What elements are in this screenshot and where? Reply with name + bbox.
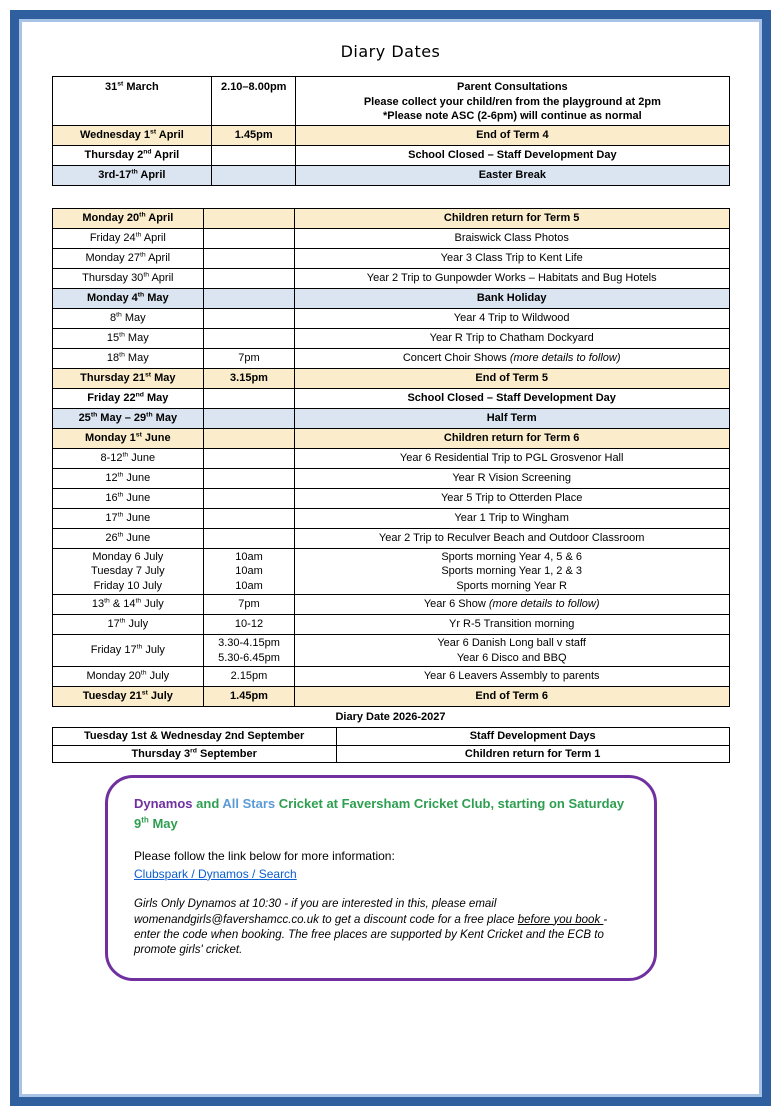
date-cell: Thursday 2nd April [52, 145, 212, 165]
date-cell: Wednesday 1st April [52, 125, 212, 145]
date-cell: Monday 20th July [52, 667, 204, 687]
time-cell [204, 208, 295, 228]
date-cell: Thursday 21st May [52, 368, 204, 388]
time-cell: 7pm [204, 595, 295, 615]
date-cell: Tuesday 1st & Wednesday 2nd September [52, 728, 336, 746]
desc-cell: Children return for Term 1 [336, 745, 729, 763]
desc-cell: End of Term 5 [294, 368, 729, 388]
date-cell: Monday 1st June [52, 428, 204, 448]
date-cell: Monday 4th May [52, 288, 204, 308]
page-content-area [19, 19, 762, 1097]
cricket-info-text: Please follow the link below for more information: [134, 849, 395, 864]
time-cell: 3.15pm [204, 368, 295, 388]
desc-cell: Year R Trip to Chatham Dockyard [294, 328, 729, 348]
time-cell [204, 408, 295, 428]
date-cell: 12th June [52, 468, 204, 488]
table-row [52, 408, 729, 428]
date-cell: Friday 24th April [52, 228, 204, 248]
desc-cell: School Closed – Staff Development Day [294, 388, 729, 408]
desc-cell: Year 4 Trip to Wildwood [294, 308, 729, 328]
desc-cell: End of Term 4 [296, 125, 729, 145]
table-row [52, 348, 729, 368]
table-row [52, 165, 729, 185]
time-cell: 1.45pm [204, 687, 295, 707]
date-cell: 8-12th June [52, 448, 204, 468]
date-cell: Monday 20th April [52, 208, 204, 228]
cricket-heading-dynamos: Dynamos [134, 796, 193, 812]
table-row [52, 308, 729, 328]
date-cell: 16th June [52, 488, 204, 508]
table-row [52, 615, 729, 635]
date-cell: 13th & 14th July [52, 595, 204, 615]
cricket-info-box [105, 775, 657, 981]
table-row [52, 728, 729, 746]
desc-cell: Year 3 Class Trip to Kent Life [294, 248, 729, 268]
time-cell [204, 328, 295, 348]
time-cell [204, 228, 295, 248]
table-row [52, 428, 729, 448]
dates-2026-2027-table-body [52, 728, 729, 763]
time-cell: 1.45pm [212, 125, 296, 145]
date-cell: 8th May [52, 308, 204, 328]
desc-cell: Year 2 Trip to Gunpowder Works – Habitats and Bug Hotels [294, 268, 729, 288]
desc-cell: Concert Choir Shows (more details to follow) [294, 348, 729, 368]
time-cell: 10am 10am 10am [204, 548, 295, 595]
desc-cell: School Closed – Staff Development Day [296, 145, 729, 165]
table-row [52, 145, 729, 165]
desc-cell: Year 6 Show (more details to follow) [294, 595, 729, 615]
table-row [52, 208, 729, 228]
table-row [52, 388, 729, 408]
date-cell: Friday 22nd May [52, 388, 204, 408]
time-cell [204, 528, 295, 548]
desc-cell: Parent Consultations Please collect your child/ren from the playground at 2pm *Please note ASC (2-6pm) will continue as normal [296, 77, 729, 126]
time-cell: 3.30-4.15pm 5.30-6.45pm [204, 635, 295, 667]
term5-6-dates-table-body [52, 208, 729, 707]
desc-cell: End of Term 6 [294, 687, 729, 707]
time-cell [204, 508, 295, 528]
table-row [52, 228, 729, 248]
time-cell: 7pm [204, 348, 295, 368]
desc-cell: Braiswick Class Photos [294, 228, 729, 248]
table-row [52, 77, 729, 126]
clubspark-link[interactable]: Clubspark / Dynamos / Search [134, 866, 297, 881]
table-row [52, 667, 729, 687]
table-row [52, 595, 729, 615]
date-cell: 26th June [52, 528, 204, 548]
cricket-heading-rest: Cricket at Faversham Cricket Club, starting on Saturday 9th May [134, 796, 625, 831]
date-cell: Monday 6 July Tuesday 7 July Friday 10 July [52, 548, 204, 595]
table-row [52, 488, 729, 508]
table-row [52, 635, 729, 667]
table-row [52, 745, 729, 763]
table-row [52, 268, 729, 288]
term4-dates-table [52, 76, 730, 186]
time-cell [212, 145, 296, 165]
date-cell: Friday 17th July [52, 635, 204, 667]
girls-dynamos-paragraph: Girls Only Dynamos at 10:30 - if you are interested in this, please email womenandgirls@favershamcc.co.uk to get a discount code for a free place before you book - enter the code when booking. The free places are supported by Kent Cricket and the ECB to promote girls' cricket. [134, 898, 608, 956]
date-cell: Tuesday 21st July [52, 687, 204, 707]
diary-2026-2027-title: Diary Date 2026-2027 [335, 711, 446, 724]
time-cell [204, 268, 295, 288]
date-cell: 25th May – 29th May [52, 408, 204, 428]
table-row [52, 528, 729, 548]
table-row [52, 125, 729, 145]
desc-cell: Yr R-5 Transition morning [294, 615, 729, 635]
table-row [52, 288, 729, 308]
desc-cell: Bank Holiday [294, 288, 729, 308]
desc-cell: Children return for Term 6 [294, 428, 729, 448]
time-cell [204, 388, 295, 408]
table-row [52, 328, 729, 348]
date-cell: 3rd-17th April [52, 165, 212, 185]
cricket-heading-and: and [192, 796, 223, 812]
term5-6-dates-table [52, 208, 730, 708]
time-cell: 2.10–8.00pm [212, 77, 296, 126]
date-cell: Monday 27th April [52, 248, 204, 268]
cricket-heading-all-stars: All Stars [222, 796, 276, 812]
desc-cell: Year 1 Trip to Wingham [294, 508, 729, 528]
desc-cell: Year 5 Trip to Otterden Place [294, 488, 729, 508]
term4-dates-table-body [52, 77, 729, 186]
page-border-frame [10, 10, 771, 1106]
date-cell: 17th June [52, 508, 204, 528]
table-row [52, 448, 729, 468]
time-cell [204, 448, 295, 468]
time-cell: 10-12 [204, 615, 295, 635]
date-cell: Thursday 30th April [52, 268, 204, 288]
desc-cell: Year 6 Danish Long ball v staff Year 6 Disco and BBQ [294, 635, 729, 667]
date-cell: 31st March [52, 77, 212, 126]
table-row [52, 508, 729, 528]
desc-cell: Easter Break [296, 165, 729, 185]
cricket-link-line [134, 867, 628, 883]
date-cell: 18th May [52, 348, 204, 368]
cricket-heading [134, 794, 628, 833]
time-cell [212, 165, 296, 185]
table-row [52, 687, 729, 707]
date-cell: 17th July [52, 615, 204, 635]
desc-cell: Year R Vision Screening [294, 468, 729, 488]
table-row [52, 248, 729, 268]
desc-cell: Year 2 Trip to Reculver Beach and Outdoor Classroom [294, 528, 729, 548]
table-row [52, 368, 729, 388]
dates-2026-2027-table [52, 727, 730, 763]
desc-cell: Half Term [294, 408, 729, 428]
time-cell [204, 468, 295, 488]
desc-cell: Children return for Term 5 [294, 208, 729, 228]
time-cell [204, 288, 295, 308]
table-row [52, 468, 729, 488]
desc-cell: Year 6 Leavers Assembly to parents [294, 667, 729, 687]
time-cell: 2.15pm [204, 667, 295, 687]
desc-cell: Year 6 Residential Trip to PGL Grosvenor Hall [294, 448, 729, 468]
time-cell [204, 248, 295, 268]
date-cell: 15th May [52, 328, 204, 348]
date-cell: Thursday 3rd September [52, 745, 336, 763]
time-cell [204, 308, 295, 328]
time-cell [204, 488, 295, 508]
time-cell [204, 428, 295, 448]
desc-cell: Staff Development Days [336, 728, 729, 746]
page-title: Diary Dates [340, 42, 441, 61]
table-row [52, 548, 729, 595]
desc-cell: Sports morning Year 4, 5 & 6 Sports morning Year 1, 2 & 3 Sports morning Year R [294, 548, 729, 595]
